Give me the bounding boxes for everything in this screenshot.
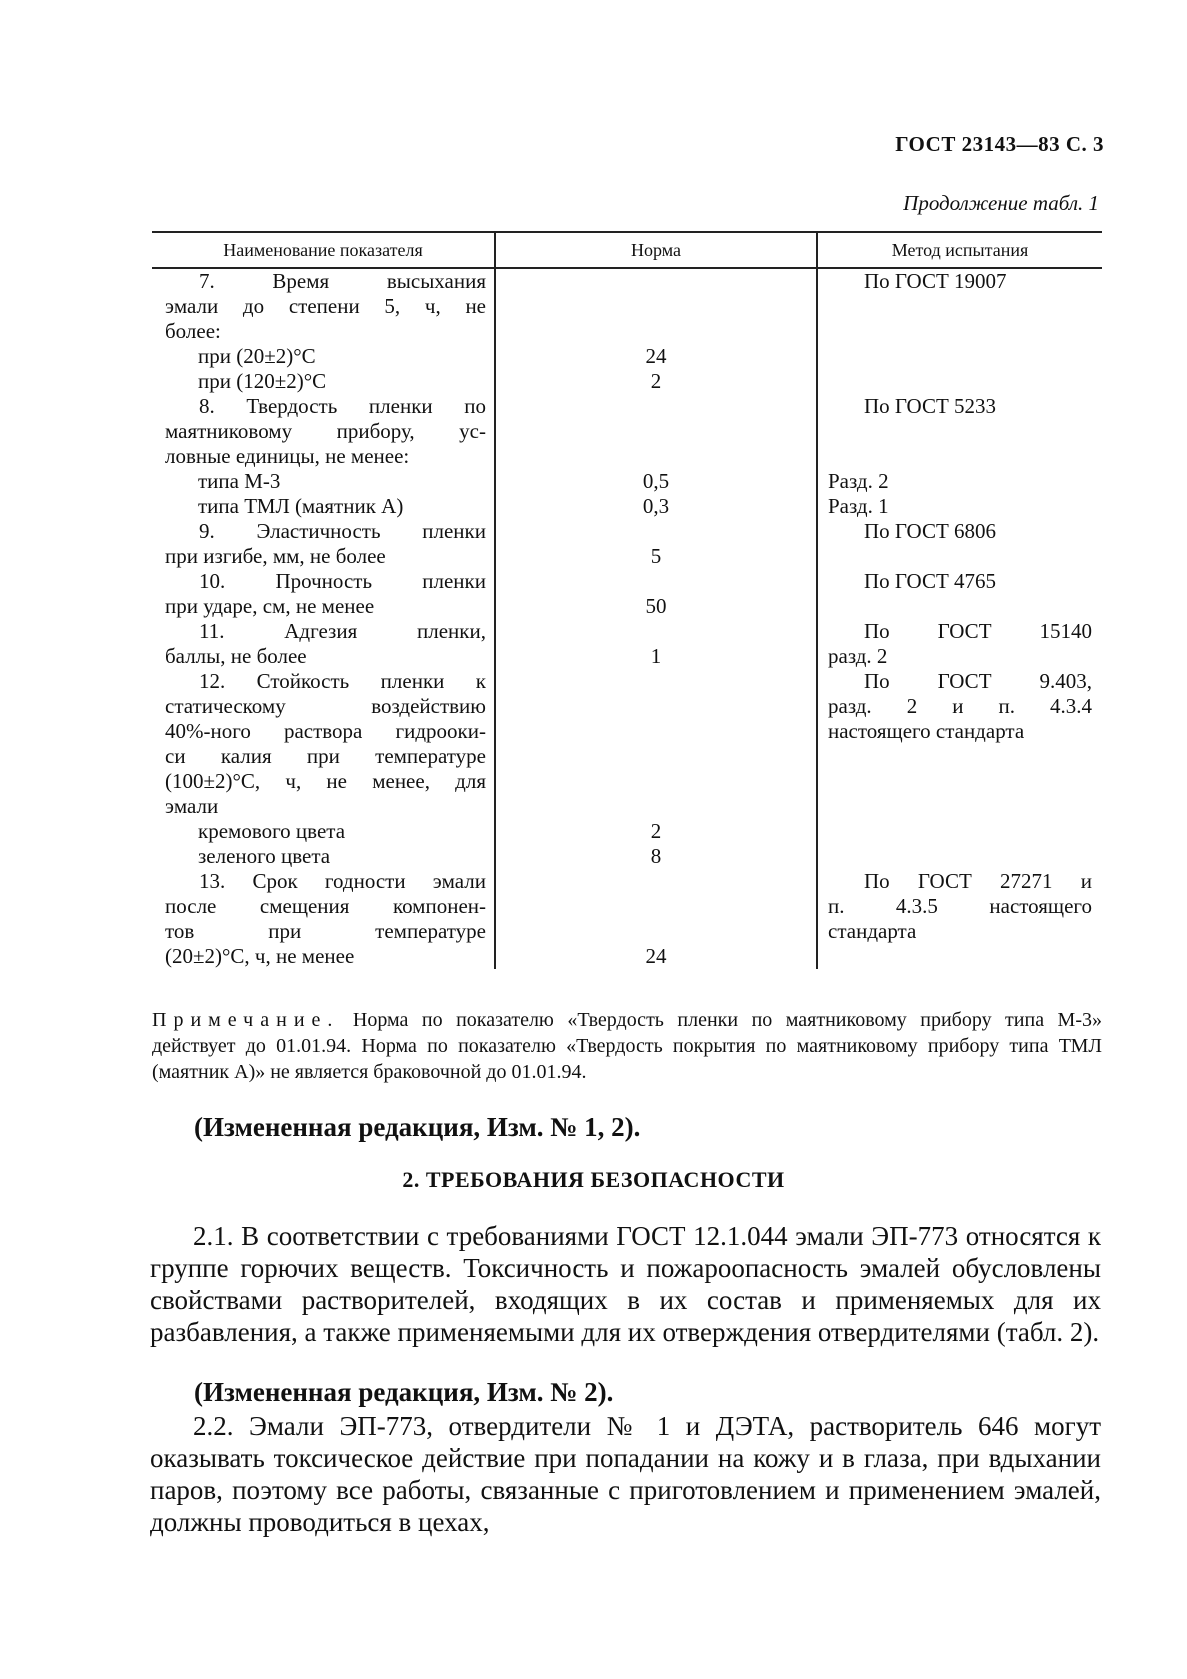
cell-norm: [495, 268, 817, 344]
cell-name: [152, 619, 495, 669]
column-header-norm: Норма: [495, 232, 817, 268]
cell-name: [152, 519, 495, 569]
table-row: [152, 844, 1102, 869]
cell-norm: [495, 669, 817, 819]
note-text: Норма по показателю «Твердость пленки по маятниковому прибору типа М-3» действует до 01.01.94. Норма по показателю «Твердость покрытия по маятниковому прибору типа ТМЛ (маятник А)» не является браковочной до 01.01.94.: [152, 1009, 1102, 1083]
cell-name-line: эмали: [165, 794, 219, 818]
cell-norm: [495, 844, 817, 869]
table-caption: Продолжение табл. 1: [903, 191, 1099, 215]
cell-method-line: По ГОСТ 15140: [864, 619, 1092, 643]
cell-name-line: более:: [165, 319, 221, 343]
note-label: Примечание.: [152, 1009, 340, 1031]
cell-method-line: По ГОСТ 6806: [864, 519, 997, 543]
cell-method-line: По ГОСТ 27271 и: [864, 869, 1092, 893]
cell-norm-line: [496, 694, 816, 719]
cell-method-line: [828, 419, 1092, 444]
table-row: [152, 519, 1102, 569]
cell-name-line: маятниковому прибору, ус-: [165, 419, 486, 443]
cell-norm: [495, 869, 817, 969]
cell-method-line: разд. 2: [828, 644, 888, 668]
cell-name-line: ловные единицы, не менее:: [165, 444, 410, 468]
cell-norm-line: 0,5: [642, 469, 670, 493]
cell-method: [817, 268, 1102, 344]
cell-norm-line: [496, 744, 816, 769]
table-row: [152, 869, 1102, 969]
cell-method-line: [828, 819, 1092, 844]
cell-method-line: По ГОСТ 19007: [864, 269, 1007, 293]
cell-method: [817, 869, 1102, 969]
paragraph-2-1-text: 2.1. В соответствии с требованиями ГОСТ 12.1.044 эмали ЭП-773 относятся к группе горючих веществ. Токсичность и пожароопасность эмалей обусловлены свойствами растворителей, входящих в их состав и применяемых для их разбавления, а также применяемыми для их отверждения отвердителями (табл. 2).: [150, 1221, 1101, 1347]
cell-norm: [495, 394, 817, 469]
cell-method-line: Разд. 1: [828, 494, 889, 518]
cell-name: [152, 569, 495, 619]
cell-norm-line: 5: [650, 544, 662, 568]
column-header-method: Метод испытания: [817, 232, 1102, 268]
cell-norm-line: [496, 519, 816, 544]
cell-name-line: при ударе, см, не менее: [165, 594, 375, 618]
cell-method-line: [828, 744, 1092, 769]
cell-method: [817, 844, 1102, 869]
cell-method: [817, 394, 1102, 469]
spec-table-container: [152, 231, 1102, 969]
cell-name-line: при (120±2)°С: [198, 369, 327, 393]
cell-name: [152, 869, 495, 969]
revision-note-2: (Измененная редакция, Изм. № 2).: [194, 1377, 614, 1407]
column-header-name: Наименование показателя: [152, 232, 495, 268]
table-row: [152, 619, 1102, 669]
cell-method-line: [828, 544, 1092, 569]
cell-method-line: [828, 369, 1092, 394]
cell-name: [152, 844, 495, 869]
cell-method-line: [828, 344, 1092, 369]
cell-norm: [495, 344, 817, 369]
cell-name-line: типа М-3: [198, 469, 281, 493]
cell-name-line: зеленого цвета: [198, 844, 331, 868]
page-header: ГОСТ 23143—83 С. 3: [895, 132, 1104, 156]
cell-name: [152, 469, 495, 494]
cell-name-line: баллы, не более: [165, 644, 307, 668]
cell-name-line: после смещения компонен-: [165, 894, 486, 918]
table-row: [152, 344, 1102, 369]
cell-name-line: типа ТМЛ (маятник А): [198, 494, 404, 518]
cell-name-line: 7. Время высыхания: [199, 269, 486, 293]
cell-norm-line: [496, 294, 816, 319]
cell-norm-line: [496, 669, 816, 694]
cell-norm-line: 2: [650, 369, 662, 393]
cell-name: [152, 669, 495, 819]
cell-method-line: [828, 594, 1092, 619]
cell-norm-line: 1: [650, 644, 662, 668]
cell-norm: [495, 519, 817, 569]
cell-norm: [495, 469, 817, 494]
table-row: [152, 394, 1102, 469]
cell-norm-line: [496, 419, 816, 444]
revision-note-1: (Измененная редакция, Изм. № 1, 2).: [194, 1112, 641, 1142]
cell-method-line: п. 4.3.5 настоящего: [828, 894, 1092, 918]
cell-method-line: разд. 2 и п. 4.3.4: [828, 694, 1092, 718]
cell-norm-line: 50: [645, 594, 667, 618]
cell-name-line: 11. Адгезия пленки,: [199, 619, 486, 643]
cell-method: [817, 669, 1102, 819]
cell-name-line: (20±2)°С, ч, не менее: [165, 944, 355, 968]
cell-name: [152, 344, 495, 369]
paragraph-2-1: [150, 1220, 1101, 1348]
cell-norm-line: [496, 794, 816, 819]
cell-norm-line: [496, 444, 816, 469]
table-row: [152, 469, 1102, 494]
cell-norm-line: [496, 269, 816, 294]
table-row: [152, 369, 1102, 394]
table-row: [152, 669, 1102, 819]
cell-method-line: настоящего стандарта: [828, 719, 1025, 743]
cell-method: [817, 344, 1102, 369]
cell-norm-line: [496, 919, 816, 944]
table-row: [152, 268, 1102, 344]
cell-method-line: [828, 944, 1092, 969]
cell-name-line: при (20±2)°С: [198, 344, 316, 368]
cell-name-line: 10. Прочность пленки: [199, 569, 486, 593]
spec-table: [152, 231, 1102, 969]
cell-name-line: 12. Стойкость пленки к: [199, 669, 486, 693]
table-row: [152, 494, 1102, 519]
cell-norm-line: [496, 394, 816, 419]
cell-name-line: 8. Твердость пленки по: [199, 394, 486, 418]
cell-norm-line: [496, 569, 816, 594]
table-row: [152, 569, 1102, 619]
cell-method: [817, 619, 1102, 669]
cell-method: [817, 819, 1102, 844]
cell-method-line: По ГОСТ 4765: [864, 569, 997, 593]
paragraph-2-2: [150, 1410, 1101, 1538]
cell-norm-line: [496, 894, 816, 919]
section-title: 2. ТРЕБОВАНИЯ БЕЗОПАСНОСТИ: [402, 1167, 785, 1192]
cell-method-line: Разд. 2: [828, 469, 889, 493]
cell-method-line: стандарта: [828, 919, 917, 943]
cell-method-line: [828, 444, 1092, 469]
cell-name-line: 13. Срок годности эмали: [199, 869, 486, 893]
cell-name: [152, 819, 495, 844]
cell-norm-line: [496, 619, 816, 644]
cell-norm-line: [496, 719, 816, 744]
cell-name-line: статическому воздействию: [165, 694, 486, 718]
cell-method-line: [828, 319, 1092, 344]
table-header-row: [152, 232, 1102, 268]
cell-norm-line: [496, 869, 816, 894]
cell-norm-line: 24: [645, 944, 667, 968]
table-note: [152, 1007, 1102, 1085]
cell-norm-line: 2: [650, 819, 662, 843]
cell-norm-line: 0,3: [642, 494, 670, 518]
cell-method-line: По ГОСТ 9.403,: [864, 669, 1092, 693]
cell-method: [817, 569, 1102, 619]
cell-method: [817, 369, 1102, 394]
cell-name-line: кремового цвета: [198, 819, 346, 843]
paragraph-2-2-text: 2.2. Эмали ЭП-773, отвердители № 1 и ДЭТА, растворитель 646 могут оказывать токсическое действие при попадании на кожу и в глаза, при вдыхании паров, поэтому все работы, связанные с приготовлением и применением эмалей, должны проводиться в цехах,: [150, 1411, 1101, 1537]
cell-method-line: [828, 294, 1092, 319]
cell-method: [817, 494, 1102, 519]
cell-name-line: 40%-ного раствора гидрооки-: [165, 719, 486, 743]
cell-method: [817, 519, 1102, 569]
cell-norm-line: 24: [645, 344, 667, 368]
table-row: [152, 819, 1102, 844]
cell-method-line: [828, 844, 1092, 869]
cell-name-line: 9. Эластичность пленки: [199, 519, 486, 543]
cell-name-line: тов при температуре: [165, 919, 486, 943]
cell-name: [152, 268, 495, 344]
cell-norm-line: [496, 769, 816, 794]
cell-norm: [495, 819, 817, 844]
cell-norm: [495, 619, 817, 669]
cell-name-line: при изгибе, мм, не более: [165, 544, 386, 568]
cell-name-line: си калия при температуре: [165, 744, 486, 768]
table-body: [152, 268, 1102, 969]
cell-norm-line: 8: [650, 844, 662, 868]
cell-name-line: эмали до степени 5, ч, не: [165, 294, 486, 318]
cell-name: [152, 369, 495, 394]
cell-method-line: [828, 794, 1092, 819]
cell-norm: [495, 494, 817, 519]
cell-method: [817, 469, 1102, 494]
cell-method-line: [828, 769, 1092, 794]
cell-norm-line: [496, 319, 816, 344]
cell-name: [152, 394, 495, 469]
cell-name-line: (100±2)°С, ч, не менее, для: [165, 769, 486, 793]
cell-method-line: По ГОСТ 5233: [864, 394, 997, 418]
cell-norm: [495, 569, 817, 619]
cell-name: [152, 494, 495, 519]
cell-norm: [495, 369, 817, 394]
